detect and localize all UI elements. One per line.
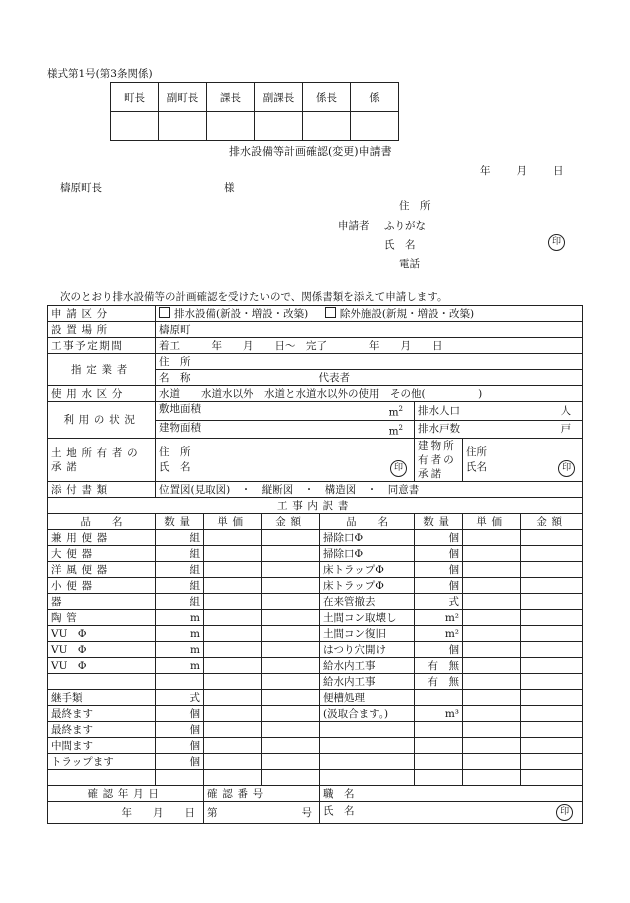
breakdown-row	[48, 642, 583, 658]
breakdown-row	[48, 658, 583, 674]
left-item-price[interactable]	[204, 722, 262, 738]
contractor-name-cell[interactable]	[156, 370, 583, 386]
right-item-qty[interactable]: 個	[415, 578, 463, 594]
right-item-name: 給水内工事	[320, 674, 415, 690]
applicant-name-label: 氏 名	[384, 239, 416, 251]
left-item-qty[interactable]: m	[156, 626, 204, 642]
left-item-qty[interactable]: 組	[156, 530, 204, 546]
left-item-name: 兼用便器	[48, 530, 156, 546]
form-title: 排水設備等計画確認(変更)申請書	[229, 145, 392, 158]
confirm-date-value[interactable]: 年 月 日	[48, 802, 204, 824]
right-item-price[interactable]	[463, 722, 521, 738]
breakdown-row	[48, 754, 583, 770]
breakdown-body	[48, 530, 583, 786]
left-item-amount[interactable]	[262, 562, 320, 578]
left-item-price[interactable]	[204, 706, 262, 722]
population-cell[interactable]: 排水人口 人	[415, 402, 583, 421]
water-value[interactable]: 水道 水道水以外 水道と水道水以外の使用 その他( )	[156, 386, 583, 402]
left-item-name: 大便器	[48, 546, 156, 562]
right-item-amount[interactable]	[521, 626, 583, 642]
breakdown-row	[48, 706, 583, 722]
breakdown-row	[48, 690, 583, 706]
drainage-option-label: 排水設備(新設・増設・改築)	[174, 307, 309, 320]
right-item-amount[interactable]	[521, 674, 583, 690]
applicant-label: 申請者	[338, 220, 370, 232]
right-item-amount[interactable]	[521, 722, 583, 738]
right-item-name: 土間コン復旧	[320, 626, 415, 642]
breakdown-row	[48, 674, 583, 690]
right-item-qty[interactable]	[415, 722, 463, 738]
approval-stamp-box-3[interactable]	[255, 112, 303, 141]
right-item-price[interactable]	[463, 770, 521, 786]
location-label: 設置場所	[48, 322, 156, 338]
left-item-name: 最終ます	[48, 722, 156, 738]
left-item-price[interactable]	[204, 562, 262, 578]
right-item-price[interactable]	[463, 610, 521, 626]
approval-header-3: 副課長	[255, 83, 303, 112]
left-item-qty[interactable]: 組	[156, 578, 204, 594]
left-item-price[interactable]	[204, 770, 262, 786]
left-item-price[interactable]	[204, 690, 262, 706]
confirmation-row-2	[48, 802, 583, 824]
consent-row	[48, 439, 583, 482]
approval-stamp-box-5[interactable]	[351, 112, 399, 141]
left-item-amount[interactable]	[262, 658, 320, 674]
left-item-price[interactable]	[204, 610, 262, 626]
col-amount-left: 金額	[262, 514, 320, 530]
right-item-qty[interactable]: m²	[415, 626, 463, 642]
left-item-qty[interactable]: m	[156, 610, 204, 626]
applicant-furigana-label: ふりがな	[384, 220, 426, 232]
col-item-right: 品 名	[320, 514, 415, 530]
right-item-name: 床トラップΦ	[320, 562, 415, 578]
right-item-price[interactable]	[463, 594, 521, 610]
left-item-qty[interactable]: 組	[156, 546, 204, 562]
left-item-qty[interactable]	[156, 674, 204, 690]
left-item-price[interactable]	[204, 626, 262, 642]
breakdown-row	[48, 722, 583, 738]
right-item-name	[320, 754, 415, 770]
right-item-qty[interactable]: 有 無	[415, 658, 463, 674]
left-item-qty[interactable]	[156, 770, 204, 786]
right-item-amount[interactable]	[521, 546, 583, 562]
schedule-value[interactable]: 着工 年 月 日～ 完了 年 月 日	[156, 338, 583, 354]
right-item-qty[interactable]: m²	[415, 610, 463, 626]
right-item-name: 掃除口Φ	[320, 546, 415, 562]
right-item-qty[interactable]	[415, 690, 463, 706]
left-item-amount[interactable]	[262, 610, 320, 626]
building-owner-consent-cell[interactable]: 住所 氏名 印	[463, 439, 583, 482]
left-item-price[interactable]	[204, 738, 262, 754]
usage-label: 利用の状況	[48, 402, 156, 439]
confirm-date-label: 確認年月日	[48, 786, 204, 802]
breakdown-row	[48, 530, 583, 546]
col-price-right: 単価	[463, 514, 521, 530]
approval-stamp-box-2[interactable]	[207, 112, 255, 141]
left-item-price[interactable]	[204, 642, 262, 658]
breakdown-row	[48, 610, 583, 626]
right-item-price[interactable]	[463, 738, 521, 754]
right-item-qty[interactable]	[415, 770, 463, 786]
location-row	[48, 322, 583, 338]
form-number: 様式第1号(第3条関係)	[47, 68, 153, 80]
approval-stamp-box-1[interactable]	[159, 112, 207, 141]
left-item-qty[interactable]: 個	[156, 754, 204, 770]
right-item-amount[interactable]	[521, 738, 583, 754]
intro-text: 次のとおり排水設備等の計画確認を受けたいので、関係書類を添えて申請します。	[60, 291, 448, 303]
left-item-amount[interactable]	[262, 546, 320, 562]
breakdown-row	[48, 738, 583, 754]
right-item-name: 給水内工事	[320, 658, 415, 674]
contractor-address[interactable]: 住 所	[156, 354, 583, 370]
landowner-label: 土地所有者の承諾	[48, 439, 156, 482]
left-item-amount[interactable]	[262, 530, 320, 546]
right-item-price[interactable]	[463, 674, 521, 690]
right-item-name	[320, 722, 415, 738]
breakdown-title: 工事内訳書	[48, 498, 583, 514]
left-item-qty[interactable]: 個	[156, 722, 204, 738]
contractor-row-1	[48, 354, 583, 370]
application-form-table	[47, 305, 583, 824]
right-item-amount[interactable]	[521, 690, 583, 706]
breakdown-title-row	[48, 498, 583, 514]
right-item-price[interactable]	[463, 530, 521, 546]
left-item-price[interactable]	[204, 658, 262, 674]
right-item-price[interactable]	[463, 754, 521, 770]
right-item-name	[320, 738, 415, 754]
landowner-consent-cell[interactable]: 住 所 氏 名 印	[156, 439, 415, 482]
approval-header-4: 係長	[303, 83, 351, 112]
location-value[interactable]: 檮原町	[156, 322, 583, 338]
right-item-qty[interactable]: 個	[415, 546, 463, 562]
right-item-amount[interactable]	[521, 530, 583, 546]
right-item-amount[interactable]	[521, 706, 583, 722]
left-item-price[interactable]	[204, 594, 262, 610]
applicant-phone-label: 電話	[399, 258, 420, 270]
official-name-cell[interactable]: 氏 名 印	[320, 802, 583, 824]
right-item-name	[320, 770, 415, 786]
left-item-amount[interactable]	[262, 738, 320, 754]
right-item-price[interactable]	[463, 642, 521, 658]
right-item-qty[interactable]: 個	[415, 562, 463, 578]
left-item-amount[interactable]	[262, 706, 320, 722]
contractor-label: 指定業者	[48, 354, 156, 386]
applicant-address-label: 住 所	[399, 200, 431, 212]
right-item-price[interactable]	[463, 562, 521, 578]
left-item-qty[interactable]: 式	[156, 690, 204, 706]
approval-header-5: 係	[351, 83, 399, 112]
right-item-qty[interactable]: 有 無	[415, 674, 463, 690]
left-item-price[interactable]	[204, 530, 262, 546]
right-item-qty[interactable]: 個	[415, 642, 463, 658]
left-item-name	[48, 674, 156, 690]
left-item-name: トラップます	[48, 754, 156, 770]
left-item-name: 中間ます	[48, 738, 156, 754]
drainage-checkbox[interactable]	[159, 307, 170, 318]
right-item-amount[interactable]	[521, 754, 583, 770]
confirmation-row-1	[48, 786, 583, 802]
addressee: 檮原町長	[60, 182, 102, 194]
right-item-amount[interactable]	[521, 578, 583, 594]
right-item-qty[interactable]	[415, 738, 463, 754]
breakdown-row	[48, 562, 583, 578]
households-cell[interactable]: 排水戸数 戸	[415, 420, 583, 439]
approval-header-0: 町長	[111, 83, 159, 112]
water-row	[48, 386, 583, 402]
left-item-amount[interactable]	[262, 722, 320, 738]
application-date: 年 月 日	[480, 165, 564, 177]
site-area-cell[interactable]: 敷地面積 $m^2$	[156, 402, 415, 421]
job-title-cell[interactable]: 職 名	[320, 786, 583, 802]
left-item-qty[interactable]: 個	[156, 738, 204, 754]
left-item-name	[48, 770, 156, 786]
left-item-qty[interactable]: m	[156, 658, 204, 674]
left-item-name: 継手類	[48, 690, 156, 706]
building-owner-seal: 印	[558, 460, 575, 477]
col-qty-left: 数量	[156, 514, 204, 530]
right-item-amount[interactable]	[521, 642, 583, 658]
right-item-name: 床トラップΦ	[320, 578, 415, 594]
approval-stamp-box-0[interactable]	[111, 112, 159, 141]
right-item-name: 土間コン取壊し	[320, 610, 415, 626]
left-item-name: 洋風便器	[48, 562, 156, 578]
right-item-amount[interactable]	[521, 658, 583, 674]
right-item-qty[interactable]: 式	[415, 594, 463, 610]
breakdown-row	[48, 578, 583, 594]
left-item-name: 陶管	[48, 610, 156, 626]
left-item-amount[interactable]	[262, 594, 320, 610]
left-item-price[interactable]	[204, 674, 262, 690]
left-item-amount[interactable]	[262, 770, 320, 786]
approval-header-1: 副町長	[159, 83, 207, 112]
col-price-left: 単価	[204, 514, 262, 530]
right-item-qty[interactable]: m³	[415, 706, 463, 722]
breakdown-row	[48, 594, 583, 610]
landowner-seal: 印	[390, 460, 407, 477]
official-seal: 印	[556, 804, 573, 821]
right-item-name: 在来管撤去	[320, 594, 415, 610]
right-item-name: (汲取合ます。)	[320, 706, 415, 722]
usage-row-1	[48, 402, 583, 421]
approval-header-2: 課長	[207, 83, 255, 112]
left-item-amount[interactable]	[262, 626, 320, 642]
left-item-qty[interactable]: 組	[156, 562, 204, 578]
contractor-name-label: 名 称	[159, 371, 191, 384]
water-label: 使用水区分	[48, 386, 156, 402]
right-item-amount[interactable]	[521, 562, 583, 578]
building-area-cell[interactable]: 建物面積 $m^2$	[156, 420, 415, 439]
applicant-seal: 印	[548, 234, 565, 251]
col-amount-right: 金額	[521, 514, 583, 530]
approval-stamp-table	[110, 82, 399, 141]
confirm-no-label: 確認番号	[204, 786, 320, 802]
left-item-qty[interactable]: 組	[156, 594, 204, 610]
application-type-options	[156, 306, 583, 322]
left-item-amount[interactable]	[262, 690, 320, 706]
approval-stamp-box-4[interactable]	[303, 112, 351, 141]
right-item-amount[interactable]	[521, 610, 583, 626]
breakdown-row	[48, 546, 583, 562]
attachments-value: 位置図(見取図) ・ 縦断図 ・ 構造図 ・ 同意書	[156, 482, 583, 498]
right-item-price[interactable]	[463, 690, 521, 706]
breakdown-row	[48, 770, 583, 786]
left-item-name: 器	[48, 594, 156, 610]
attachments-row	[48, 482, 583, 498]
confirm-no-value[interactable]: 第 号	[204, 802, 320, 824]
left-item-amount[interactable]	[262, 578, 320, 594]
contractor-rep-label: 代表者	[318, 371, 350, 384]
application-type-row	[48, 306, 583, 322]
exclusion-option-label: 除外施設(新規・増設・改築)	[339, 307, 475, 320]
left-item-price[interactable]	[204, 578, 262, 594]
left-item-amount[interactable]	[262, 642, 320, 658]
left-item-qty[interactable]: 個	[156, 706, 204, 722]
right-item-price[interactable]	[463, 706, 521, 722]
right-item-price[interactable]	[463, 658, 521, 674]
left-item-name: VU Φ	[48, 658, 156, 674]
honorific: 様	[224, 182, 235, 194]
building-owner-label: 建物所有者の承諾	[415, 439, 463, 482]
right-item-price[interactable]	[463, 546, 521, 562]
left-item-qty[interactable]: m	[156, 642, 204, 658]
right-item-price[interactable]	[463, 626, 521, 642]
right-item-price[interactable]	[463, 578, 521, 594]
attachments-label: 添付書類	[48, 482, 156, 498]
right-item-amount[interactable]	[521, 594, 583, 610]
schedule-label: 工事予定期間	[48, 338, 156, 354]
right-item-qty[interactable]: 個	[415, 530, 463, 546]
col-item-left: 品 名	[48, 514, 156, 530]
right-item-amount[interactable]	[521, 770, 583, 786]
left-item-price[interactable]	[204, 754, 262, 770]
left-item-amount[interactable]	[262, 674, 320, 690]
left-item-amount[interactable]	[262, 754, 320, 770]
left-item-name: 小便器	[48, 578, 156, 594]
right-item-name: 掃除口Φ	[320, 530, 415, 546]
left-item-name: VU Φ	[48, 642, 156, 658]
left-item-price[interactable]	[204, 546, 262, 562]
col-qty-right: 数量	[415, 514, 463, 530]
right-item-name: 便槽処理	[320, 690, 415, 706]
left-item-name: 最終ます	[48, 706, 156, 722]
schedule-row	[48, 338, 583, 354]
breakdown-row	[48, 626, 583, 642]
breakdown-header-row	[48, 514, 583, 530]
exclusion-checkbox[interactable]	[325, 307, 336, 318]
application-type-label: 申請区分	[48, 306, 156, 322]
left-item-name: VU Φ	[48, 626, 156, 642]
right-item-qty[interactable]	[415, 754, 463, 770]
right-item-name: はつり穴開け	[320, 642, 415, 658]
